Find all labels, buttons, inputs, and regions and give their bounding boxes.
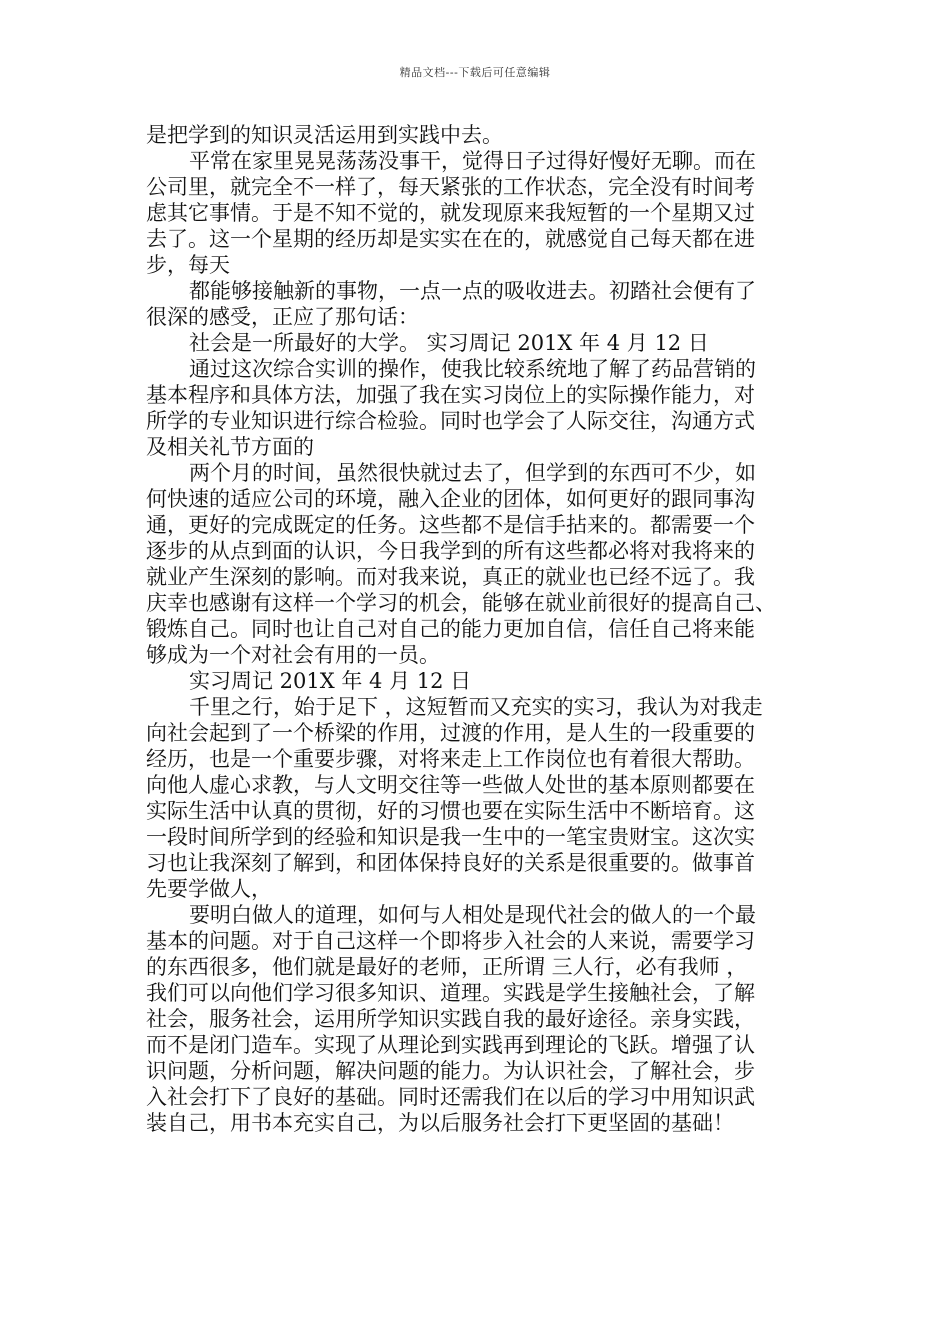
text-line: 向他人虚心求教，与人文明交往等一些做人处世的基本原则都要在 <box>146 773 755 797</box>
text-line: 逐步的从点到面的认识，今日我学到的所有这些都必将对我将来的 <box>146 539 755 563</box>
text-line: 所学的专业知识进行综合检验。同时也学会了人际交往，沟通方式 <box>146 409 755 433</box>
text-line: 实习周记 201X 年 4 月 12 日 <box>189 669 472 693</box>
text-line: 锻炼自己。同时也让自己对自己的能力更加自信，信任自己将来能 <box>146 617 755 641</box>
text-line: 社会是一所最好的大学。 实习周记 201X 年 4 月 12 日 <box>189 331 709 355</box>
text-line: 先要学做人， <box>146 877 272 901</box>
text-line: 社会，服务社会，运用所学知识实践自我的最好途径。亲身实践， <box>146 1007 755 1031</box>
text-line: 就业产生深刻的影响。而对我来说，真正的就业也已经不远了。我 <box>146 565 755 589</box>
text-line: 基本程序和具体方法，加强了我在实习岗位上的实际操作能力，对 <box>146 383 755 407</box>
text-line: 去了。这一个星期的经历却是实实在在的，就感觉自己每天都在进 <box>146 227 755 251</box>
text-line: 要明白做人的道理，如何与人相处是现代社会的做人的一个最 <box>189 903 756 927</box>
text-line: 入社会打下了良好的基础。同时还需我们在以后的学习中用知识武 <box>146 1085 755 1109</box>
text-line: 而不是闭门造车。实现了从理论到实践再到理论的飞跃。增强了认 <box>146 1033 755 1057</box>
text-line: 两个月的时间，虽然很快就过去了，但学到的东西可不少，如 <box>189 461 756 485</box>
text-line: 虑其它事情。于是不知不觉的，就发现原来我短暂的一个星期又过 <box>146 201 755 225</box>
text-line: 基本的问题。对于自己这样一个即将步入社会的人来说，需要学习 <box>146 929 755 953</box>
document-body <box>146 122 812 1136</box>
text-line: 平常在家里晃晃荡荡没事干，觉得日子过得好慢好无聊。而在 <box>189 149 756 173</box>
page-header: 精品文档---下载后可任意编辑 <box>399 66 551 79</box>
text-line: 向社会起到了一个桥梁的作用，过渡的作用，是人生的一段重要的 <box>146 721 755 745</box>
text-line: 识问题，分析问题，解决问题的能力。为认识社会，了解社会，步 <box>146 1059 755 1083</box>
text-line: 是把学到的知识灵活运用到实践中去。 <box>146 123 503 147</box>
text-line: 何快速的适应公司的环境，融入企业的团体，如何更好的跟同事沟 <box>146 487 755 511</box>
text-line: 公司里，就完全不一样了，每天紧张的工作状态，完全没有时间考 <box>146 175 755 199</box>
text-line: 及相关礼节方面的 <box>146 435 314 459</box>
text-line: 够成为一个对社会有用的一员。 <box>146 643 440 667</box>
text-line: 实际生活中认真的贯彻，好的习惯也要在实际生活中不断培育。这 <box>146 799 755 823</box>
text-line: 通，更好的完成既定的任务。这些都不是信手拈来的。都需要一个 <box>146 513 755 537</box>
text-line: 千里之行，始于足下 ，这短暂而又充实的实习，我认为对我走 <box>189 695 763 719</box>
text-line: 习也让我深刻了解到，和团体保持良好的关系是很重要的。做事首 <box>146 851 755 875</box>
text-line: 一段时间所学到的经验和知识是我一生中的一笔宝贵财宝。这次实 <box>146 825 755 849</box>
text-line: 步，每天 <box>146 253 230 277</box>
text-line: 经历，也是一个重要步骤，对将来走上工作岗位也有着很大帮助。 <box>146 747 755 771</box>
text-line: 装自己，用书本充实自己，为以后服务社会打下更坚固的基础！ <box>146 1111 734 1135</box>
text-line: 都能够接触新的事物，一点一点的吸收进去。初踏社会便有了 <box>189 279 756 303</box>
text-line: 我们可以向他们学习很多知识、道理。实践是学生接触社会，了解 <box>146 981 755 1005</box>
text-line: 庆幸也感谢有这样一个学习的机会，能够在就业前很好的提高自己、 <box>146 591 776 615</box>
text-line: 的东西很多，他们就是最好的老师，正所谓 三人行，必有我师 ， <box>146 955 748 979</box>
text-line: 很深的感受，正应了那句话： <box>146 305 419 329</box>
text-line: 通过这次综合实训的操作，使我比较系统地了解了药品营销的 <box>189 357 756 381</box>
